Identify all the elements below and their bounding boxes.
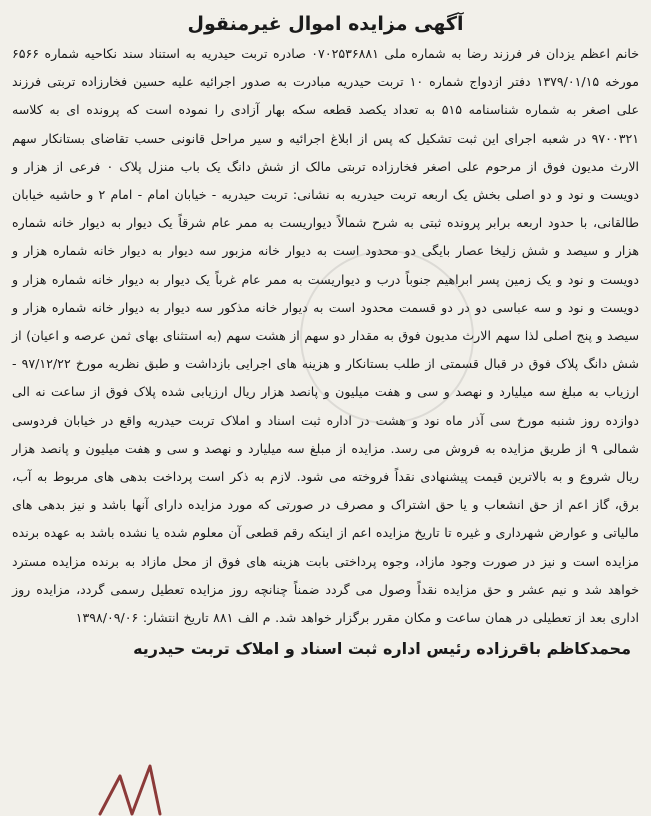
notice-signature: محمدکاظم باقرزاده رئیس اداره ثبت اسناد و املاک تربت حیدریه — [133, 639, 631, 659]
notice-title: آگهی مزایده اموال غیرمنقول — [187, 13, 464, 35]
notice-body: خانم اعظم یزدان فر فرزند رضا به شماره ملی ۰۷۰۲۵۳۶۸۸۱ صادره تربت حیدریه به استناد سند نکاحیه شماره ۶۵۶۶ مورخه ۱۳۷۹/۰۱/۱۵ دفتر ازدواج شماره ۱۰ تربت حیدریه مبادرت به صدور اجرائیه علیه حسین فخارزاده تربتی فرزند علی اصغر به شماره شناسنامه ۵۱۵ به تعداد یکصد قطعه سکه بهار آزادی را نموده است که پرونده ای به کلاسه ۹۷۰۰۳۲۱ در شعبه اجرای این ثبت تشکیل که پس از ابلاغ اجرائیه و سیر مراحل قانونی حسب تقاضای بستانکار سهم الارث مدیون فوق از مرحوم علی اصغر فخارزاده تربتی مالک از شش دانگ یک باب منزل پلاک ۰ فرعی از هزار و دویست و نود و دو اصلی بخش یک اربعه تربت حیدریه به نشانی: تربت حیدریه - خیابان امام - امام ۲ و حاشیه خیابان طالقانی، با حدود اربعه برابر پرونده ثبتی به شرح شمالاً دیواریست به ممر عام شرقاً یک دیوار به دیوار خانه شماره هزار و سیصد و شش زلیخا عصار بایگی دو محدود است به دیوار خانه مزبور سه دیوار به دیوار خانه شماره هزار و دویست و نود و یک زمین پسر ابراهیم جنوباً درب و دیواریست به ممر عام غرباً یک دیوار به دیوار خانه شماره هزار و دویست و نود و سه عباسی دو در دو قسمت محدود است به دیوار خانه مذکور سه دیوار به دیوار خانه شماره هزار و سیصد و پنج اصلی لذا سهم الارث مدیون فوق به مقدار دو سهم از هشت سهم (به استثنای بهای ثمن عرصه و اعیان) از شش دانگ پلاک فوق در قبال قسمتی از طلب بستانکار و هزینه های اجرایی بازداشت و طبق نظریه مورخ ۹۷/۱۲/۲۲ - ارزیاب به مبلغ سه میلیارد و نهصد و سی و هفت میلیون و پانصد هزار ریال ارزیابی شده پلاک فوق از ساعت نه الی دوازده روز شنبه مورخ سی آذر ماه نود و هشت در اداره ثبت اسناد و املاک تربت حیدریه واقع در خیابان فردوسی شمالی ۹ از طریق مزایده به فروش می رسد. مزایده از مبلغ سه میلیارد و نهصد و سی و هفت میلیون و پانصد هزار ریال شروع و به بالاترین قیمت پیشنهادی نقداً فروخته می شود. لازم به ذکر است پرداخت بدهی های مربوط به آب، برق، گاز اعم از حق انشعاب و یا حق اشتراک و مصرف در صورتی که مورد مزایده دارای آنها باشد و نیز بدهی های مالیاتی و عوارض شهرداری و غیره تا تاریخ مزایده اعم از اینکه رقم قطعی آن معلوم شده یا نشده باشد به عهده برنده مزایده است و نیز در صورت وجود مازاد، وجوه پرداختی بابت هزینه های فوق از محل مازاد به برنده مزایده مسترد خواهد شد و نیم عشر و حق مزایده نقداً وصول می گردد ضمناً چنانچه روز مزایده تعطیل رسمی گردد، مزایده روز اداری بعد از تعطیلی در همان ساعت و مکان مقرر برگزار خواهد شد. م الف ۸۸۱ تاریخ انتشار: ۱۳۹۸/۰۹/۰۶ — [12, 46, 640, 626]
handwritten-mark — [90, 756, 210, 816]
